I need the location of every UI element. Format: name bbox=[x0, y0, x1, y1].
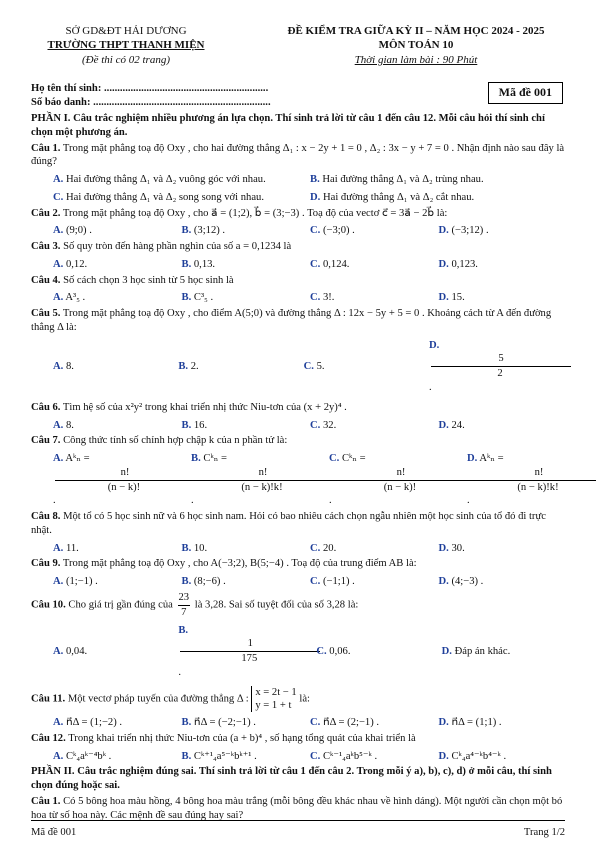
q12-option-c[interactable]: C. Cᵏ⁻¹₄aᵏb⁵⁻ᵏ . bbox=[310, 750, 378, 762]
q7-option-c[interactable]: C. Cᵏₙ = n! (n − k)! . bbox=[329, 452, 467, 508]
q3-answers bbox=[53, 258, 567, 272]
part2-question-1 bbox=[31, 795, 567, 823]
student-info bbox=[31, 82, 567, 112]
part2-q1-label: Câu 1. bbox=[31, 795, 61, 807]
q9-option-a[interactable]: A. (1;−1) . bbox=[53, 576, 98, 588]
q5-option-c[interactable]: C. 5. bbox=[303, 360, 325, 372]
q5-answers bbox=[53, 339, 567, 395]
q4-option-d[interactable]: D. 15. bbox=[438, 292, 465, 304]
q10-answers bbox=[53, 624, 567, 680]
q10-text-post: là 3,28. Sai số tuyệt đối của số 3,28 là: bbox=[194, 599, 359, 611]
q11-text-post: là: bbox=[299, 693, 310, 705]
q8-answers bbox=[53, 542, 567, 556]
q12-option-a[interactable]: A. Cᵏ₄aᵏ⁻⁴bᵏ . bbox=[53, 750, 112, 762]
q10-option-c[interactable]: C. 0,06. bbox=[316, 645, 351, 657]
q2-text: Trong mặt phẳng toạ độ Oxy , cho a⃗ = (1;2), b⃗ = (3;−3) . Toạ độ của vectơ c⃗ = 3a⃗ − 2b⃗ là: bbox=[62, 207, 448, 219]
q2-label: Câu 2. bbox=[31, 207, 61, 219]
q9-text: Trong mặt phẳng toạ độ Oxy , cho A(−3;2), B(5;−4) . Toạ độ của trung điểm AB là: bbox=[62, 558, 417, 570]
q6-option-c[interactable]: C. 32. bbox=[310, 419, 337, 431]
q11-system: x = 2t − 1 y = 1 + t bbox=[251, 686, 296, 712]
q11-answers bbox=[53, 716, 567, 730]
q1-answers bbox=[53, 173, 567, 187]
question-8 bbox=[31, 510, 567, 538]
id-field[interactable]: ................................................................... bbox=[93, 96, 271, 108]
q6-option-d[interactable]: D. 24. bbox=[438, 419, 465, 431]
q7-option-b[interactable]: B. Cᵏₙ = n! (n − k)!k! . bbox=[191, 452, 329, 508]
q12-label: Câu 12. bbox=[31, 732, 66, 744]
q10-option-a[interactable]: A. 0,04. bbox=[53, 645, 88, 657]
q7-text: Công thức tính số chỉnh hợp chập k của n phần tử là: bbox=[63, 435, 288, 447]
q9-answers bbox=[53, 575, 567, 589]
header-left bbox=[31, 24, 221, 67]
question-12 bbox=[31, 732, 567, 746]
part2-q1-text: Có 5 bông hoa màu hồng, 4 bông hoa màu trắng (mỗi bông đều khác nhau về hình dáng). Một người cần chọn một bó hoa từ số hoa này. Các mệnh đề sau đúng hay sai? bbox=[31, 795, 563, 821]
q5-option-b[interactable]: B. 2. bbox=[178, 360, 199, 372]
q1-option-b[interactable]: B. Hai đường thẳng Δ₁ và Δ₂ trùng nhau. bbox=[310, 174, 484, 186]
q4-text: Số cách chọn 3 học sinh từ 5 học sinh là bbox=[63, 274, 234, 286]
q8-option-b[interactable]: B. 10. bbox=[181, 542, 208, 554]
footer-page-number: Trang 1/2 bbox=[523, 827, 565, 838]
q12-option-d[interactable]: D. Cᵏ₄a⁴⁻ᵏb⁴⁻ᵏ . bbox=[438, 750, 507, 762]
q1-option-a[interactable]: A. Hai đường thẳng Δ₁ và Δ₂ vuông góc với nhau. bbox=[53, 174, 266, 186]
q2-option-b[interactable]: B. (3;12) . bbox=[181, 225, 226, 237]
q10-option-d[interactable]: D. Đáp án khác. bbox=[441, 645, 511, 657]
q12-answers bbox=[53, 750, 567, 764]
page-footer bbox=[31, 820, 565, 840]
exam-header bbox=[31, 24, 567, 86]
q10-label: Câu 10. bbox=[31, 599, 66, 611]
part1-title: PHẦN I. Câu trắc nghiệm nhiều phương án lựa chọn. Thí sinh trả lời từ câu 1 đến câu 12. Mỗi câu hỏi thí sinh chỉ chọn một phương án. bbox=[31, 113, 545, 138]
q9-option-c[interactable]: C. (−1;1) . bbox=[310, 576, 355, 588]
q10-text-pre: Cho giá trị gần đúng của bbox=[68, 599, 173, 611]
header-right bbox=[246, 24, 586, 67]
footer-exam-code: Mã đề 001 bbox=[31, 827, 77, 838]
q1-option-d[interactable]: D. Hai đường thẳng Δ₁ và Δ₂ cắt nhau. bbox=[310, 191, 475, 203]
school-name: TRƯỜNG THPT THANH MIỆN bbox=[47, 39, 205, 52]
question-1 bbox=[31, 142, 567, 170]
q2-option-c[interactable]: C. (−3;0) . bbox=[310, 225, 355, 237]
q4-answers bbox=[53, 291, 567, 305]
q7-option-a[interactable]: A. Aᵏₙ = n! (n − k)! . bbox=[53, 452, 191, 508]
q12-text: Trong khai triển nhị thức Niu-tơn của (a + b)⁴ , số hạng tổng quát của khai triển là bbox=[68, 732, 416, 744]
q9-option-b[interactable]: B. (8;−6) . bbox=[181, 576, 226, 588]
q7-answers bbox=[53, 452, 567, 508]
q11-option-c[interactable]: C. n⃗Δ = (2;−1) . bbox=[310, 717, 380, 729]
q2-option-a[interactable]: A. (9;0) . bbox=[53, 225, 92, 237]
exam-page bbox=[31, 24, 567, 822]
q11-option-a[interactable]: A. n⃗Δ = (1;−2) . bbox=[53, 717, 123, 729]
q4-label: Câu 4. bbox=[31, 274, 61, 286]
name-label: Họ tên thí sinh: bbox=[31, 83, 102, 94]
question-9 bbox=[31, 557, 567, 571]
q1-text: Trong mặt phẳng toạ độ Oxy , cho hai đường thẳng Δ₁ : x − 2y + 1 = 0 , Δ₂ : 3x − y + 7 = 0 . Nhận định nào sau đây là đúng? bbox=[31, 142, 565, 168]
q4-option-c[interactable]: C. 3!. bbox=[310, 292, 335, 304]
q10-option-b[interactable]: B. 1 175 . bbox=[178, 624, 316, 680]
id-label: Số báo danh: bbox=[31, 96, 91, 108]
question-2 bbox=[31, 207, 567, 221]
q3-option-d[interactable]: D. 0,123. bbox=[438, 258, 478, 270]
q9-option-d[interactable]: D. (4;−3) . bbox=[438, 576, 484, 588]
time-limit: Thời gian làm bài : 90 Phút bbox=[354, 53, 478, 66]
q8-label: Câu 8. bbox=[31, 511, 61, 523]
q6-option-b[interactable]: B. 16. bbox=[181, 419, 208, 431]
question-4 bbox=[31, 274, 567, 288]
q3-option-b[interactable]: B. 0,13. bbox=[181, 258, 216, 270]
q12-option-b[interactable]: B. Cᵏ⁺¹₄a⁵⁻ᵏbᵏ⁺¹ . bbox=[181, 750, 257, 762]
q5-option-a[interactable]: A. 8. bbox=[53, 360, 74, 372]
part2-title: PHẦN II. Câu trắc nghiệm đúng sai. Thí sinh trả lời từ câu 1 đến câu 2. Trong mỗi ý a), b), c), d) ở mỗi câu, thí sinh chọn đúng hoặc sai. bbox=[31, 766, 552, 792]
q3-text: Số quy tròn đến hàng phần nghìn của số a = 0,1234 là bbox=[63, 241, 292, 253]
q11-text-pre: Một vectơ pháp tuyến của đường thẳng Δ : bbox=[67, 693, 249, 705]
exam-title: ĐỀ KIỂM TRA GIỮA KỲ II – NĂM HỌC 2024 - 2025 bbox=[287, 25, 545, 37]
q6-option-a[interactable]: A. 8. bbox=[53, 419, 74, 431]
question-11 bbox=[31, 686, 567, 712]
q8-option-a[interactable]: A. 11. bbox=[53, 542, 79, 554]
q7-option-d[interactable]: D. Aᵏₙ = n! (n − k)!k! . bbox=[467, 452, 596, 508]
q3-option-a[interactable]: A. 0,12. bbox=[53, 258, 88, 270]
department-name: SỞ GD&ĐT HẢI DƯƠNG bbox=[65, 25, 187, 37]
q5-option-d[interactable]: D. 5 2 . bbox=[429, 339, 567, 395]
q3-label: Câu 3. bbox=[31, 241, 61, 253]
q10-fraction: $\frac{23}{7}$ bbox=[178, 591, 190, 618]
q1-option-c[interactable]: C. Hai đường thẳng Δ₁ và Δ₂ song song với nhau. bbox=[53, 191, 264, 203]
q2-answers bbox=[53, 224, 567, 238]
q11-option-b[interactable]: B. n⃗Δ = (−2;−1) . bbox=[181, 717, 256, 729]
q9-label: Câu 9. bbox=[31, 558, 61, 570]
pages-note: (Đề thi có 02 trang) bbox=[82, 53, 170, 66]
q6-label: Câu 6. bbox=[31, 401, 61, 413]
q7-label: Câu 7. bbox=[31, 435, 61, 447]
question-3 bbox=[31, 240, 567, 254]
q8-option-c[interactable]: C. 20. bbox=[310, 542, 337, 554]
q5-label: Câu 5. bbox=[31, 308, 61, 320]
name-field[interactable]: .............................................................. bbox=[104, 83, 269, 94]
q6-text: Tìm hệ số của x²y² trong khai triển nhị thức Niu-tơn của (x + 2y)⁴ . bbox=[62, 401, 347, 413]
q8-option-d[interactable]: D. 30. bbox=[438, 542, 465, 554]
q4-option-a[interactable]: A. A³₅ . bbox=[53, 292, 86, 304]
q3-option-c[interactable]: C. 0,124. bbox=[310, 258, 350, 270]
question-10 bbox=[31, 591, 567, 620]
q6-answers bbox=[53, 419, 567, 433]
q11-option-d[interactable]: D. n⃗Δ = (1;1) . bbox=[438, 717, 502, 729]
question-6 bbox=[31, 401, 567, 415]
question-5 bbox=[31, 307, 567, 335]
q5-text: Trong mặt phẳng toạ độ Oxy , cho điểm A(5;0) và đường thẳng Δ : 12x − 5y + 5 = 0 . Khoảng cách từ A đến đường thẳng Δ là: bbox=[31, 308, 552, 333]
q2-option-d[interactable]: D. (−3;12) . bbox=[438, 225, 489, 237]
q8-text: Một tổ có 5 học sinh nữ và 6 học sinh nam. Hỏi có bao nhiêu cách chọn ngẫu nhiên một học sinh của tổ đó đi trực nhật. bbox=[31, 511, 546, 536]
q11-label: Câu 11. bbox=[31, 693, 66, 705]
q1-label: Câu 1. bbox=[31, 142, 61, 154]
q4-option-b[interactable]: B. C³₅ . bbox=[181, 292, 214, 304]
question-7 bbox=[31, 434, 567, 448]
subject-name: MÔN TOÁN 10 bbox=[378, 39, 454, 52]
q1-answers-2 bbox=[53, 191, 567, 205]
exam-code-box: Mã đề 001 bbox=[488, 82, 563, 104]
